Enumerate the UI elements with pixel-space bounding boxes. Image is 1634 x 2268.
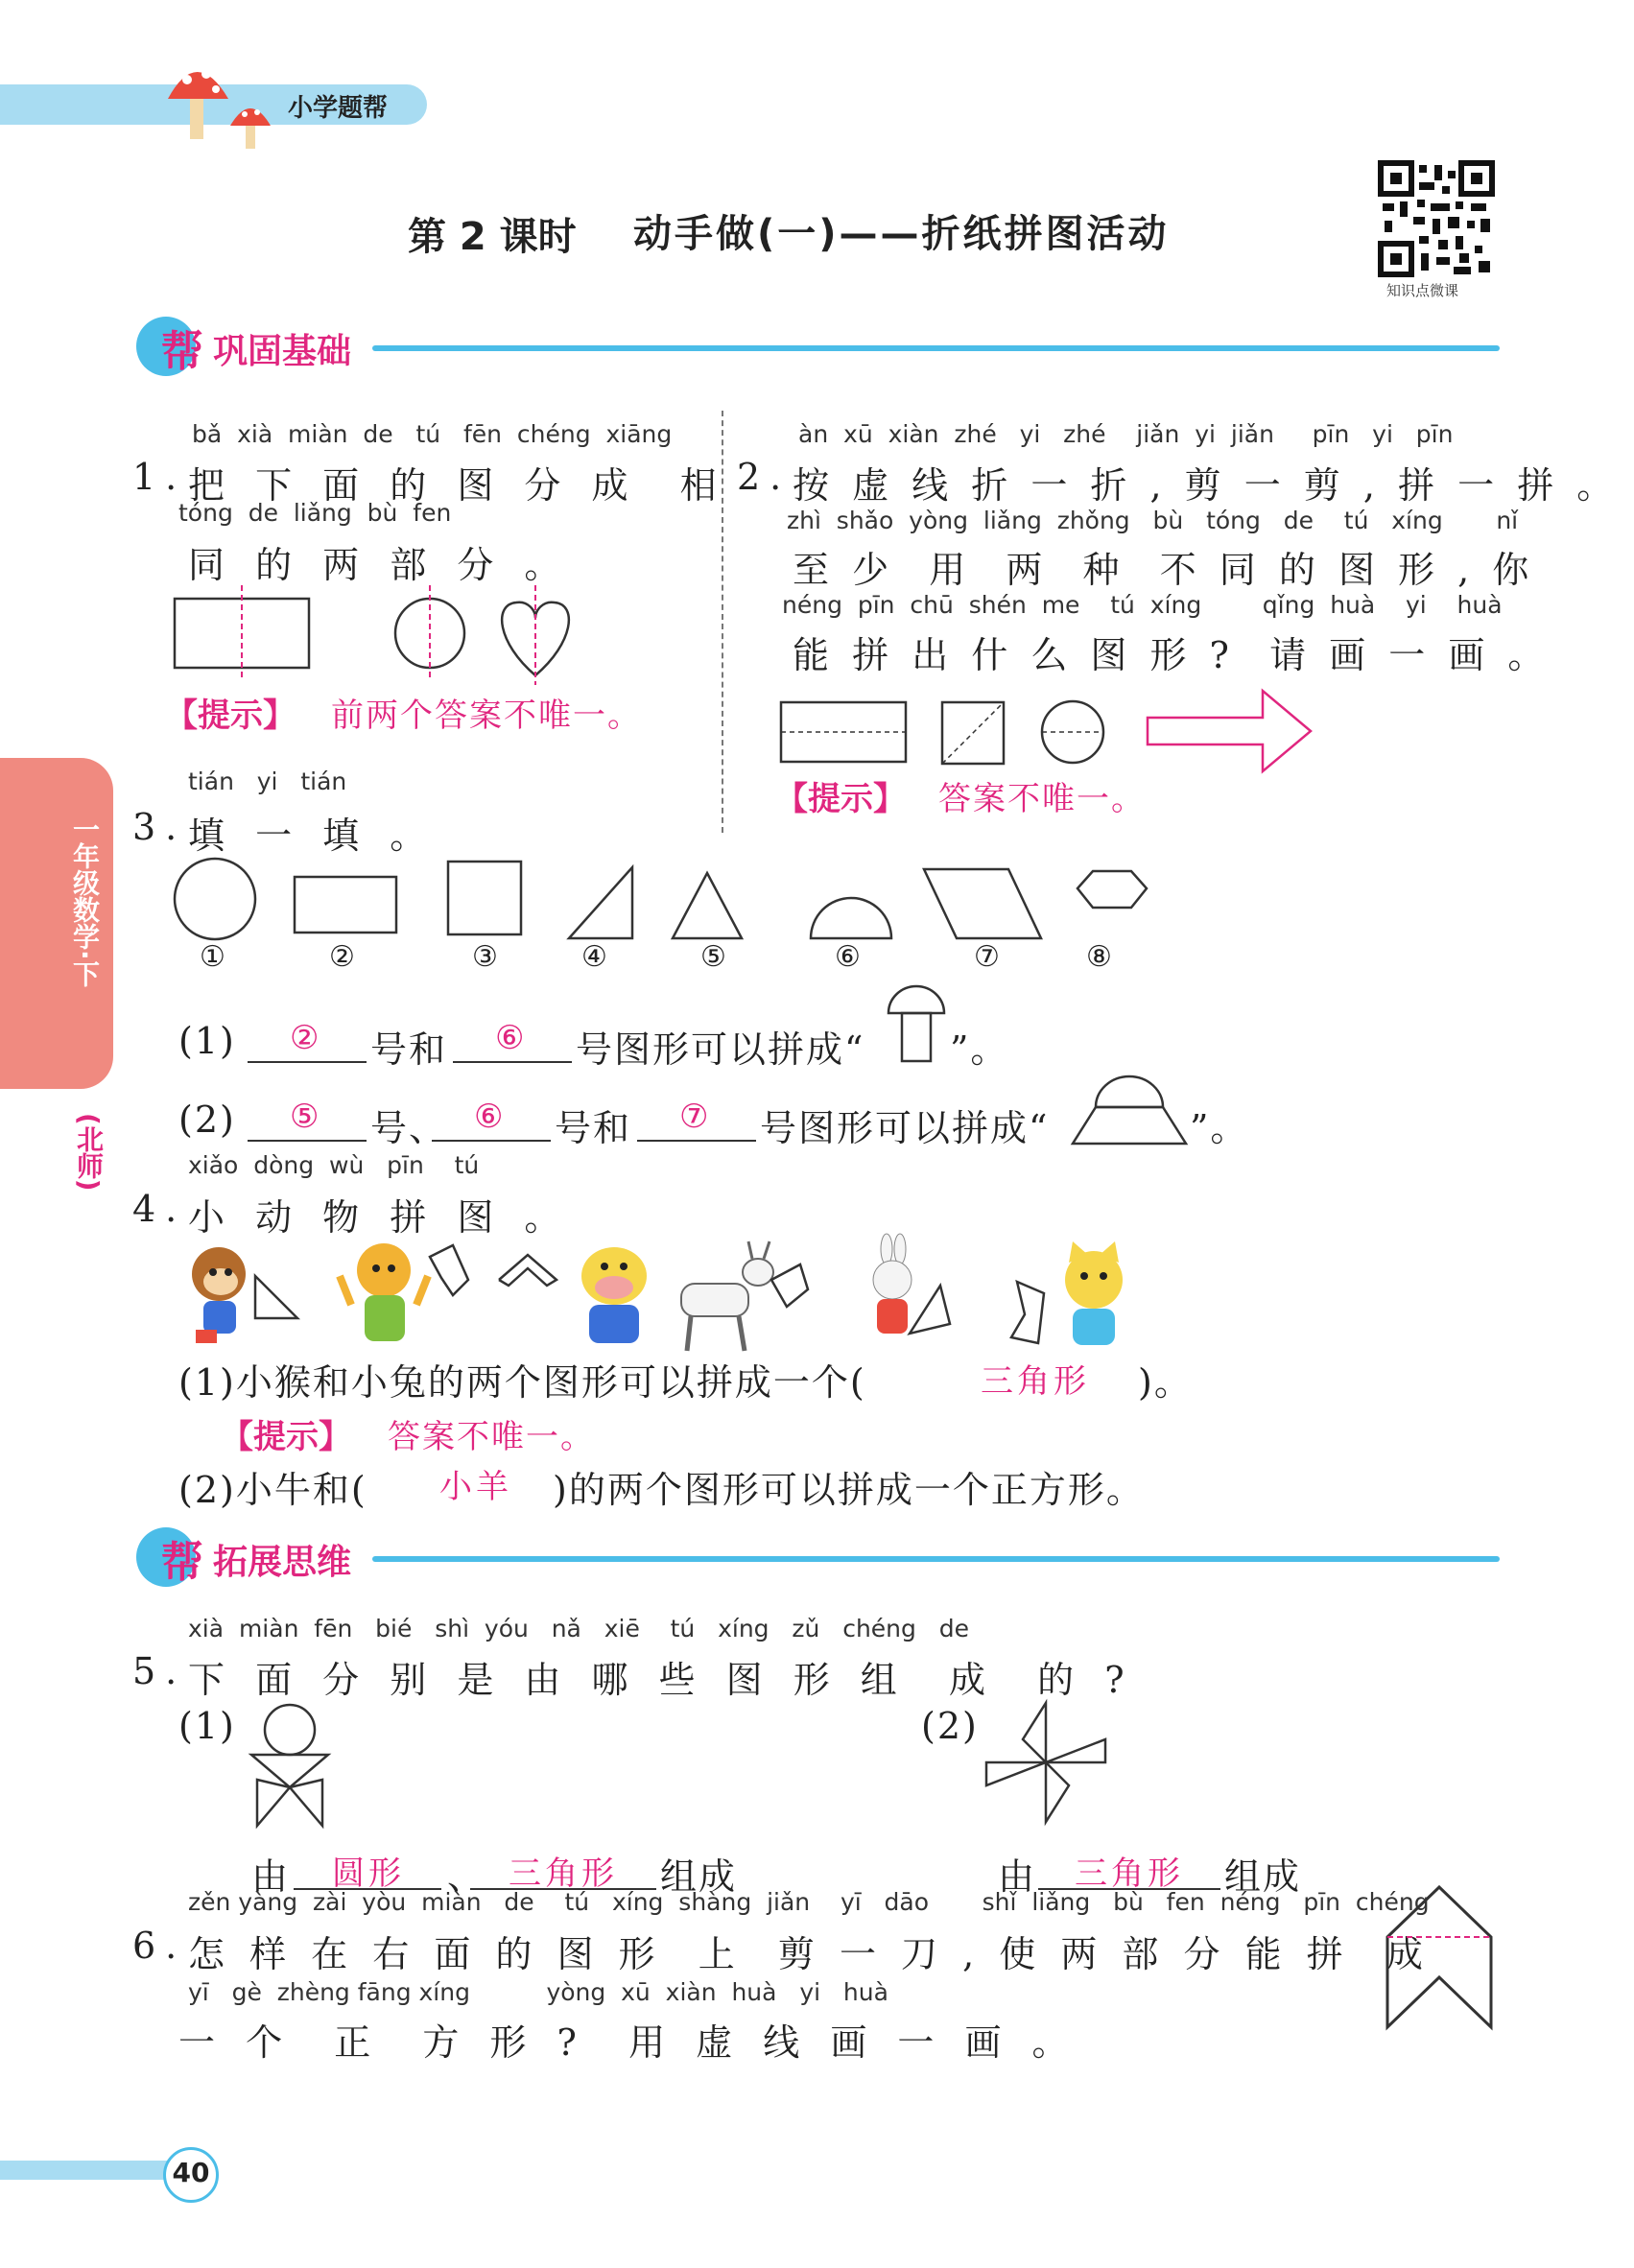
q5-sep: 、	[447, 1855, 486, 1898]
section-title-extend: 拓展思维	[213, 1543, 352, 1582]
q4-hint-tag: 【提示】	[221, 1418, 351, 1456]
q6-number: 6.	[132, 1925, 187, 1967]
qr-code-icon[interactable]	[1379, 161, 1494, 276]
q3-label-6: ⑥	[835, 940, 861, 974]
q4-p1: (1)小猴和小兔的两个图形可以拼成一个(	[178, 1361, 866, 1404]
q3-number: 3.	[132, 806, 187, 848]
q3-label-5: ⑤	[700, 940, 726, 974]
q3-p1-prefix: (1)	[178, 1020, 236, 1062]
q3-p2-blank-2[interactable]	[432, 1140, 551, 1142]
series-name: 小学题帮	[288, 94, 389, 123]
q2-number: 2.	[737, 456, 792, 498]
q3-p2-prefix: (2)	[178, 1099, 236, 1141]
q6-figure[interactable]	[1384, 1885, 1499, 2029]
section-badge-char: 帮	[161, 327, 203, 376]
page-title: 动手做(一)——折纸拼图活动	[633, 212, 1170, 256]
q2-pinyin-3: néng pīn chū shén me tú xíng qǐng huà yi huà	[782, 591, 1503, 619]
side-tab-grade: 一年级数学·下	[69, 815, 101, 987]
q6-line-2-text: 一 个 正 方 形 ? 用 虚 线 画 一 画 。	[178, 2021, 1078, 2064]
q1-shapes[interactable]	[171, 585, 603, 691]
q3-p1-answer-2: ⑥	[495, 1019, 525, 1057]
q2-pinyin-1: àn xū xiàn zhé yi zhé jiǎn yi jiǎn pīn yi pīn	[798, 420, 1454, 448]
q4-p2-start: (2)小牛和(	[178, 1469, 367, 1511]
q2-pinyin-2: zhì shǎo yòng liǎng zhǒng bù tóng de tú xíng nǐ	[787, 507, 1519, 534]
q4-hint: 答案不唯一。	[388, 1418, 595, 1456]
q3-p2-mid-1: 号、	[370, 1107, 448, 1149]
q4-pinyin: xiǎo dòng wù pīn tú	[188, 1151, 480, 1179]
q3-p1-answer-1: ②	[290, 1019, 320, 1057]
q5-made-2: 组成	[1224, 1855, 1302, 1898]
q3-p2-answer-2: ⑥	[474, 1098, 504, 1136]
q2-line-1: 按 虚 线 折 一 折 , 剪 一 剪 , 拼 一 拼 。	[793, 464, 1620, 507]
q4-animals	[182, 1238, 1199, 1362]
q4-p1-end: )。	[1138, 1361, 1193, 1404]
q3-p2-blank-1[interactable]	[248, 1140, 367, 1142]
q5-figure-2	[986, 1703, 1111, 1828]
q3-p2-answer-1: ⑤	[290, 1098, 320, 1136]
rabbit-icon	[873, 1234, 912, 1334]
section-badge-char-2: 帮	[161, 1538, 203, 1587]
q3-p2-mid-2: 号和	[555, 1107, 632, 1149]
q1-pinyin-1: bǎ xià miàn de tú fēn chéng xiāng	[192, 420, 673, 448]
q3-p2-end: ”。	[1190, 1107, 1249, 1149]
q3-label-4: ④	[581, 940, 607, 974]
q3-label-1: ①	[200, 940, 225, 974]
q3-shapes[interactable]	[168, 854, 1175, 959]
q4-number: 4.	[132, 1188, 187, 1230]
q1-hint-tag: 【提示】	[165, 697, 296, 735]
section-title-basic: 巩固基础	[213, 332, 352, 371]
q5-pinyin: xià miàn fēn bié shì yóu nǎ xiē tú xíng zǔ chéng de	[188, 1615, 969, 1642]
q4-line: 小 动 物 拼 图 。	[188, 1196, 571, 1239]
q1-line-2: 同 的 两 部 分 。	[188, 544, 571, 586]
q5-answer-3: 三角形	[1075, 1855, 1184, 1893]
q2-line-2: 至 少 用 两 种 不 同 的 图 形 , 你	[793, 549, 1535, 591]
q3-p2-answer-3: ⑦	[679, 1098, 709, 1136]
q3-line: 填 一 填 。	[188, 815, 437, 857]
monkey-icon	[192, 1247, 246, 1343]
page-number: 40	[172, 2157, 210, 2188]
q5-made-1: 组成	[660, 1855, 738, 1898]
q6-pinyin-2: yī gè zhèng fāng xíng yòng xū xiàn huà yi huà	[188, 1978, 888, 2006]
q3-p2-blank-3[interactable]	[637, 1140, 756, 1142]
lesson-number: 第 2 课时	[408, 215, 577, 259]
q4-p1-answer[interactable]: 三角形	[981, 1362, 1090, 1401]
section-divider	[372, 345, 1500, 351]
q4-p2-end: )的两个图形可以拼成一个正方形。	[553, 1469, 1145, 1511]
q3-p2-suffix: 号图形可以拼成“	[760, 1107, 1050, 1149]
q5-number: 5.	[132, 1650, 187, 1692]
q5-sub-1: (1)	[178, 1705, 236, 1747]
section-divider-2	[372, 1556, 1500, 1562]
q3-label-3: ③	[472, 940, 498, 974]
cat-icon	[1065, 1241, 1123, 1345]
q5-by-1: 由	[251, 1855, 291, 1898]
q3-p1-blank-2[interactable]	[453, 1061, 572, 1063]
q3-label-2: ②	[329, 940, 355, 974]
q2-line-3: 能 拼 出 什 么 图 形 ? 请 画 一 画 。	[793, 634, 1551, 676]
q2-arrow-answer	[1148, 691, 1311, 771]
q3-pinyin: tián yi tián	[188, 768, 347, 795]
q1-line-1: 把 下 面 的 图 分 成 相	[188, 464, 726, 507]
footer-bar	[0, 2161, 187, 2180]
q3-p1-suffix: 号图形可以拼成“	[576, 1028, 865, 1071]
q5-line: 下 面 分 别 是 由 哪 些 图 形 组 成 的 ?	[188, 1659, 1134, 1701]
q5-answer-1: 圆形	[332, 1855, 405, 1893]
mushroom-logo-icon	[163, 53, 278, 158]
qr-caption: 知识点微课	[1386, 282, 1459, 299]
q5-sub-2: (2)	[921, 1705, 979, 1747]
q6-pinyin-1: zěn yàng zài yòu miàn de tú xíng shàng jiǎn yī dāo shǐ liǎng bù fen néng pīn chéng	[188, 1888, 1430, 1916]
mushroom-figure-icon	[883, 980, 950, 1067]
q3-p1-mid: 号和	[370, 1028, 448, 1071]
q2-hint-tag: 【提示】	[775, 780, 906, 818]
q5-answer-2: 三角形	[509, 1855, 618, 1893]
q3-p1-blank-1[interactable]	[248, 1061, 367, 1063]
q4-p2-answer[interactable]: 小羊	[439, 1468, 512, 1506]
q5-figure-1	[242, 1703, 338, 1837]
q3-label-7: ⑦	[974, 940, 1000, 974]
q2-hint: 答案不唯一。	[938, 780, 1146, 818]
q5-by-2: 由	[998, 1855, 1037, 1898]
q1-number: 1.	[132, 456, 187, 498]
q6-line-1: 怎 样 在 右 面 的 图 形 上 剪 一 刀 , 使 两 部 分 能 拼 成	[188, 1933, 1430, 1975]
trapezoid-figure-icon	[1067, 1073, 1192, 1149]
q1-hint: 前两个答案不唯一。	[331, 697, 642, 735]
goat-icon	[681, 1241, 773, 1351]
q1-pinyin-2: tóng de liǎng bù fen	[178, 499, 452, 527]
q3-label-8: ⑧	[1086, 940, 1112, 974]
cow-icon	[581, 1247, 647, 1343]
side-tab-edition: (北师)	[73, 1113, 105, 1192]
tiger-icon	[340, 1243, 428, 1341]
q3-p1-end: ”。	[950, 1028, 1009, 1071]
